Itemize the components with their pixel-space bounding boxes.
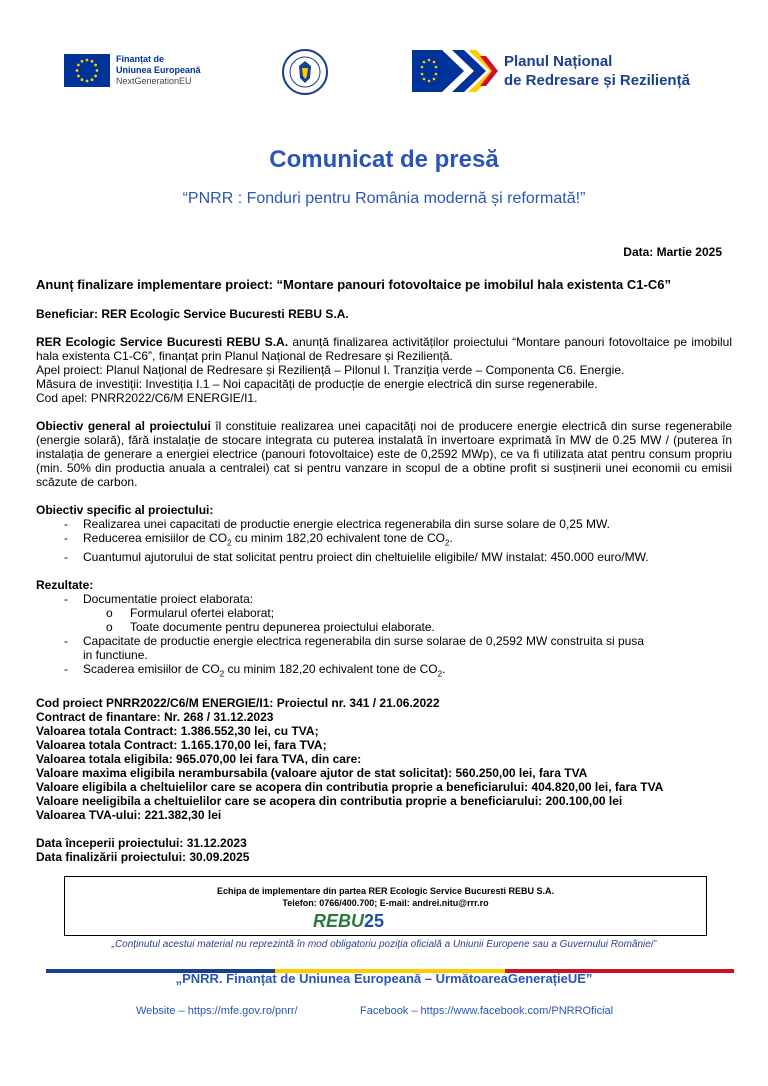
intro-paragraph: RER Ecologic Service Bucuresti REBU S.A. anunță finalizarea activităților proiectului “Montare panouri fotovoltaice pe imobilul hala existenta C1-C6”, finanțat prin Planul Național de Redresare și Reziliență. <box>36 335 732 363</box>
measure-info: Măsura de investiții: Investiția I.1 – Noi capacități de producție de energie electrică din surse regenerabile. <box>36 377 598 391</box>
rebu-logo: REBU25 <box>313 911 385 931</box>
press-release-body <box>36 277 732 864</box>
disclaimer: „Conținutul acestui material nu reprezintă în mod obligatoriu poziția oficială a Uniunii Europene sau a Guvernului României” <box>111 939 657 950</box>
financial-details: Cod proiect PNRR2022/C6/M ENERGIE/I1: Proiectul nr. 341 / 21.06.2022 Contract de finantare: Nr. 268 / 31.12.2023 Valoarea totala Contract: 1.386.552,30 lei, cu TVA; Valoarea totala Contract: 1.165.170,00 lei, fara TVA; Valoarea totala eligibila: 965.070,00 lei fara TVA, din care: Valoare maxima eligibila nerambursabila (valoare ajutor de stat solicitat): 560.250,00 lei, fara TVA Valoare eligibila a cheltuielilor care se acopera din contributia proprie a beneficiarului: 404.820,00 lei, fara TVA Valoare neeligibila a cheltuielilor care se acopera din contributia proprie a beneficiarului: 200.100,00 lei Valoarea TVA-ului: 221.382,30 lei <box>36 695 664 822</box>
contact-details: Telefon: 0766/400.700; E-mail: andrei.nitu@rrr.ro <box>282 898 489 908</box>
facebook-link[interactable]: Facebook – https://www.facebook.com/PNRROficial <box>360 1005 614 1017</box>
team-label: Echipa de implementare din partea RER Ecologic Service Bucuresti REBU S.A. <box>216 886 555 896</box>
pnrr-logo-text: Planul Național de Redresare și Reziliență <box>504 53 690 89</box>
list-item: - Reducerea emisiilor de $CO_2$ cu minim 182,20 echivalent tone de $CO_2$. <box>64 531 453 548</box>
sub-list-item: o Formularul ofertei elaborat; <box>106 606 275 621</box>
call-info: Apel proiect: Planul Național de Redresare și Reziliență – Pilonul I. Tranziția verde – Componenta C6. Energie. <box>36 363 625 377</box>
list-item: - Documentatie proiect elaborata: <box>64 592 254 607</box>
sub-list-item: o Toate documente pentru depunerea proiectului elaborate. <box>106 620 435 635</box>
general-objective: Obiectiv general al proiectului îl constituie realizarea unei capacități noi de producere energie electrică din surse regenerabile (energie solară), fără instalație de stocare integrata cu puterea instalată în invertoare exprimată în MW de 0.25 MW / (puterea în instalația de generare a energiei electrice (panouri fotovoltaice) este de 0,2592 MWp), ce va fi utilizata atat pentru consum propriu (min. 50% din productia anuala a centralei) cat si pentru vanzare in scopul de a obtine profit si susținerii unei economii cu emisii scăzute de carbon. <box>36 419 733 489</box>
page-subtitle: “PNRR : Fonduri pentru România modernă și reformată!” <box>182 190 586 207</box>
eu-logo-text: Finanțat de Uniunea Europeană NextGenerationEU <box>116 54 201 86</box>
list-item: - Capacitate de productie energie electrica regenerabila din surse solarae de 0,2592 MW construita si pusa in functiune. <box>64 634 644 663</box>
pnrr-arrows-icon <box>412 48 498 94</box>
list-item: - Cuantumul ajutorului de stat solicitat pentru proiect din cheltuielile eligibile/ MW instalat: 450.000 euro/MW. <box>64 550 649 565</box>
slogan: „PNRR. Finanțat de Uniunea Europeană – UrmătoareaGenerațieUE” <box>175 971 593 986</box>
call-code: Cod apel: PNRR2022/C6/M ENERGIE/I1. <box>36 391 258 405</box>
tricolor-divider <box>46 960 734 964</box>
romanian-government-seal <box>281 48 329 96</box>
beneficiary: Beneficiar: RER Ecologic Service Bucuresti REBU S.A. <box>36 307 349 321</box>
page-title: Comunicat de presă <box>269 146 499 173</box>
contact-box <box>64 876 707 936</box>
eu-funding-logo <box>64 50 302 94</box>
project-dates: Data începerii proiectului: 31.12.2023 Data finalizării proiectului: 30.09.2025 <box>36 835 250 864</box>
specific-objective-label: Obiectiv specific al proiectului: <box>36 503 214 517</box>
eu-flag-icon <box>64 54 110 87</box>
release-date: Data: Martie 2025 <box>623 245 722 259</box>
list-item: - Scaderea emisiilor de $CO_2$ cu minim 182,20 echivalent tone de $CO_2$. <box>64 662 446 679</box>
results-label: Rezultate: <box>36 578 94 593</box>
project-heading: Anunț finalizare implementare proiect: “Montare panouri fotovoltaice pe imobilul hala existenta C1-C6” <box>36 277 671 292</box>
website-link[interactable]: Website – https://mfe.gov.ro/pnrr/ <box>136 1005 298 1017</box>
list-item: - Realizarea unei capacitati de productie energie electrica regenerabila din surse solare de 0,25 MW. <box>64 517 610 531</box>
pnrr-logo <box>412 48 712 94</box>
